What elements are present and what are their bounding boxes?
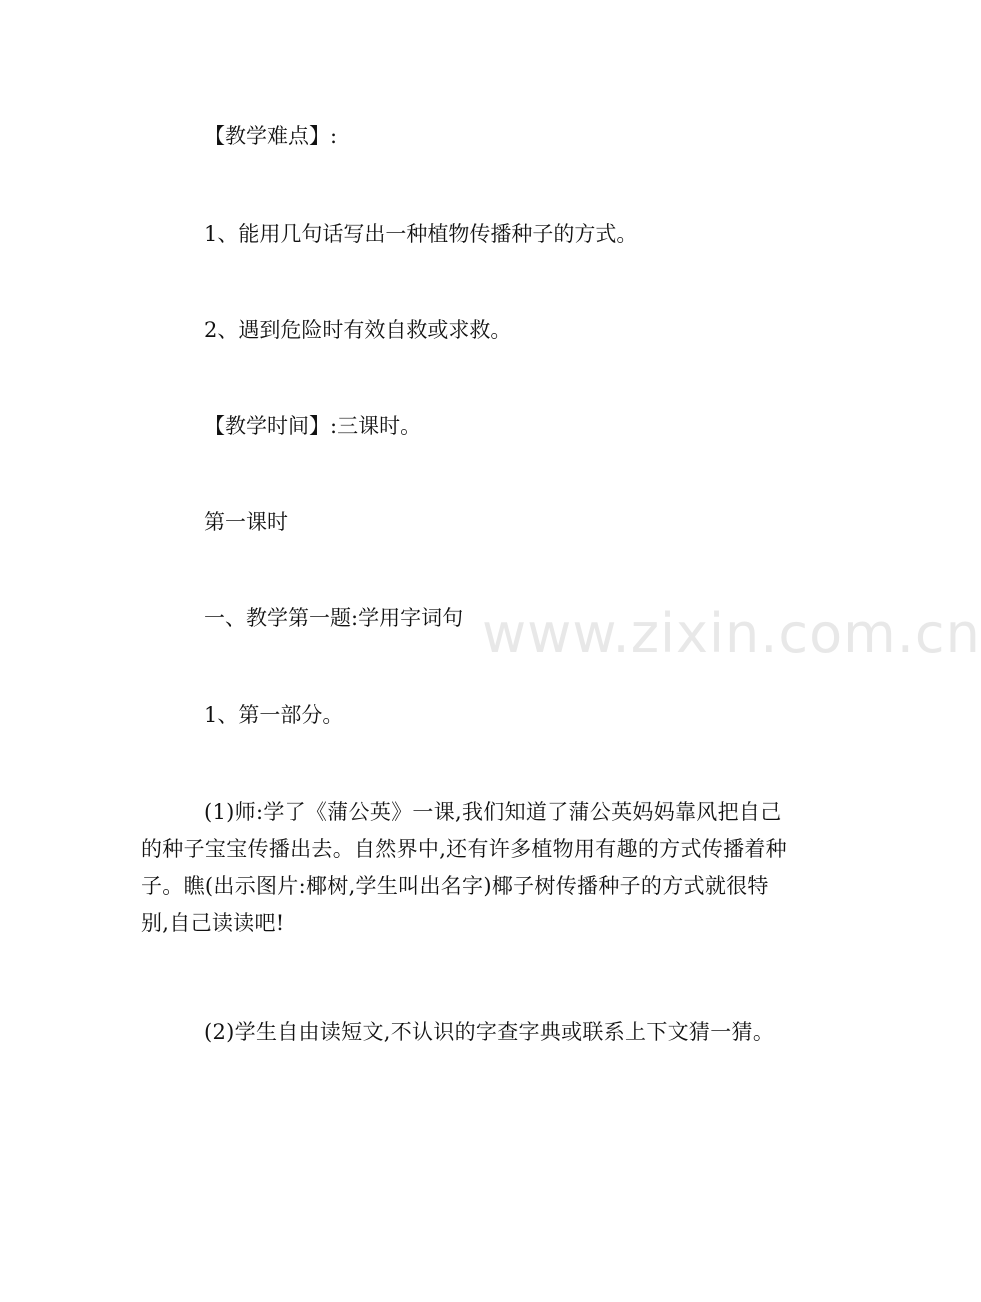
lesson-title: 第一课时 — [204, 510, 288, 534]
difficulty-item-2: 2、遇到危险时有效自救或求救。 — [204, 318, 512, 342]
watermark: www.zixin.com.cn — [482, 602, 981, 665]
difficulty-heading: 【教学难点】: — [204, 124, 338, 148]
part-title: 1、第一部分。 — [204, 703, 344, 727]
paragraph-2: (2)学生自由读短文,不认识的字查字典或联系上下文猜一猜。 — [204, 1020, 775, 1044]
paragraph-1: (1)师:学了《蒲公英》一课,我们知道了蒲公英妈妈靠风把自己的种子宝宝传播出去。自然界中,还有许多植物用有趣的方式传播着种子。瞧(出示图片:椰树,学生叫出名字)椰子树传播种子的方式就很特别,自己读读吧! — [141, 800, 787, 935]
teaching-time: 【教学时间】:三课时。 — [204, 414, 422, 438]
section-title: 一、教学第一题:学用字词句 — [204, 606, 464, 630]
difficulty-item-1: 1、能用几句话写出一种植物传播种子的方式。 — [204, 222, 638, 246]
